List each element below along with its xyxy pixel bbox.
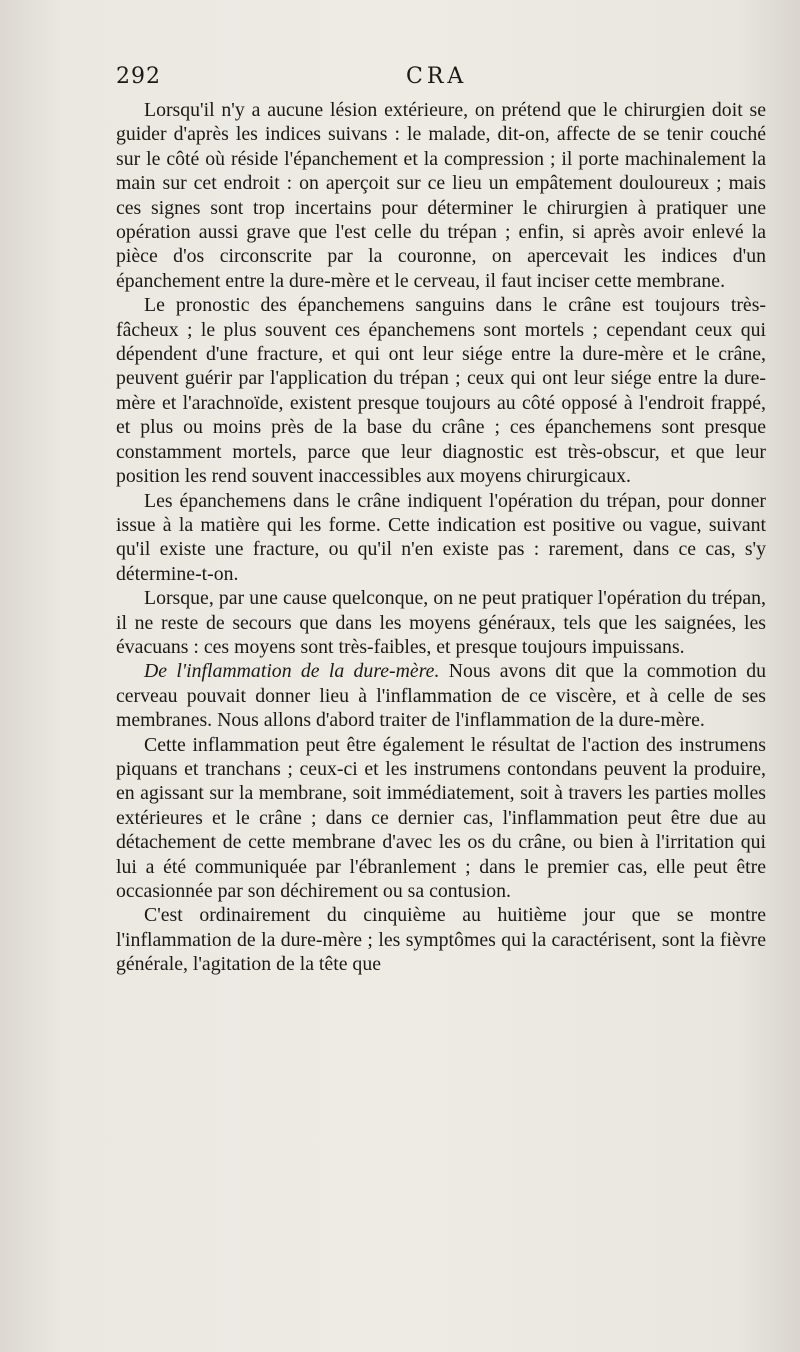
paragraph-5 (116, 659, 766, 732)
section-heading-italic: De l'inflammation de la dure-mère. (144, 660, 440, 683)
running-head: CRA (406, 64, 468, 89)
paragraph-5-text: Nous avons dit que la commotion du cerveau pouvait donner lieu à l'inflammation de ce viscère, et à celle de ses membranes. Nous allons d'abord traiter de l'inflammation de la dure-mère. (116, 660, 767, 732)
paragraph-3: Les épanchemens dans le crâne indiquent l'opération du trépan, pour donner issue à la matière qui les forme. Cette indication est positive ou vague, suivant qu'il existe une fracture, ou qu'il n'en existe pas : rarement, dans ce cas, s'y détermine-t-on. (116, 489, 766, 585)
page-header (116, 64, 766, 94)
paragraph-6: Cette inflammation peut être également le résultat de l'action des instrumens piquans et tranchans ; ceux-ci et les instrumens contondans peuvent la produire, en agissant sur la membrane, soit immédiatement, soit à travers les parties molles extérieures et le crâne ; dans ce dernier cas, l'inflammation peut être due au détachement de cette membrane d'avec les os du crâne, ou bien à l'irritation qui lui a été communiquée par l'ébranlement ; dans le premier cas, elle peut être occasionnée par son déchirement ou sa contusion. (116, 733, 766, 902)
paragraph-2: Le pronostic des épanchemens sanguins dans le crâne est toujours très-fâcheux ; le plus souvent ces épanchemens sont mortels ; cependant ceux qui dépendent d'une fracture, et qui ont leur siége entre la dure-mère et le crâne, peuvent guérir par l'application du trépan ; ceux qui ont leur siége entre la dure-mère et l'arachnoïde, existent presque toujours au côté opposé à l'endroit frappé, et plus ou moins près de la base du crâne ; ces épanchemens sont presque constamment mortels, parce que leur diagnostic est très-obscur, et que leur position les rend souvent inaccessibles aux moyens chirurgicaux. (116, 294, 766, 488)
paragraph-1: Lorsqu'il n'y a aucune lésion extérieure, on prétend que le chirurgien doit se guider d'après les indices suivans : le malade, dit-on, affecte de se tenir couché sur le côté où réside l'épanchement et la compression ; il porte machinalement la main sur cet endroit : on aperçoit sur ce lieu un empâtement douloureux ; mais ces signes sont trop incertains pour déterminer le chirurgien à pratiquer une opération aussi grave que l'est celle du trépan ; enfin, si après avoir enlevé la pièce d'os circonscrite par la couronne, on apercevait les indices d'un épanchement entre la dure-mère et le cerveau, il faut inciser cette membrane. (116, 99, 766, 292)
paragraph-7: C'est ordinairement du cinquième au huitième jour que se montre l'inflammation de la dure-mère ; les symptômes qui la caractérisent, sont la fièvre générale, l'agitation de la tête que (116, 904, 766, 976)
paragraph-4: Lorsque, par une cause quelconque, on ne peut pratiquer l'opération du trépan, il ne reste de secours que dans les moyens généraux, tels que les saignées, les évacuans : ces moyens sont très-faibles, et presque toujours impuissans. (116, 587, 766, 658)
body-text (116, 98, 766, 977)
page-number: 292 (116, 64, 161, 89)
